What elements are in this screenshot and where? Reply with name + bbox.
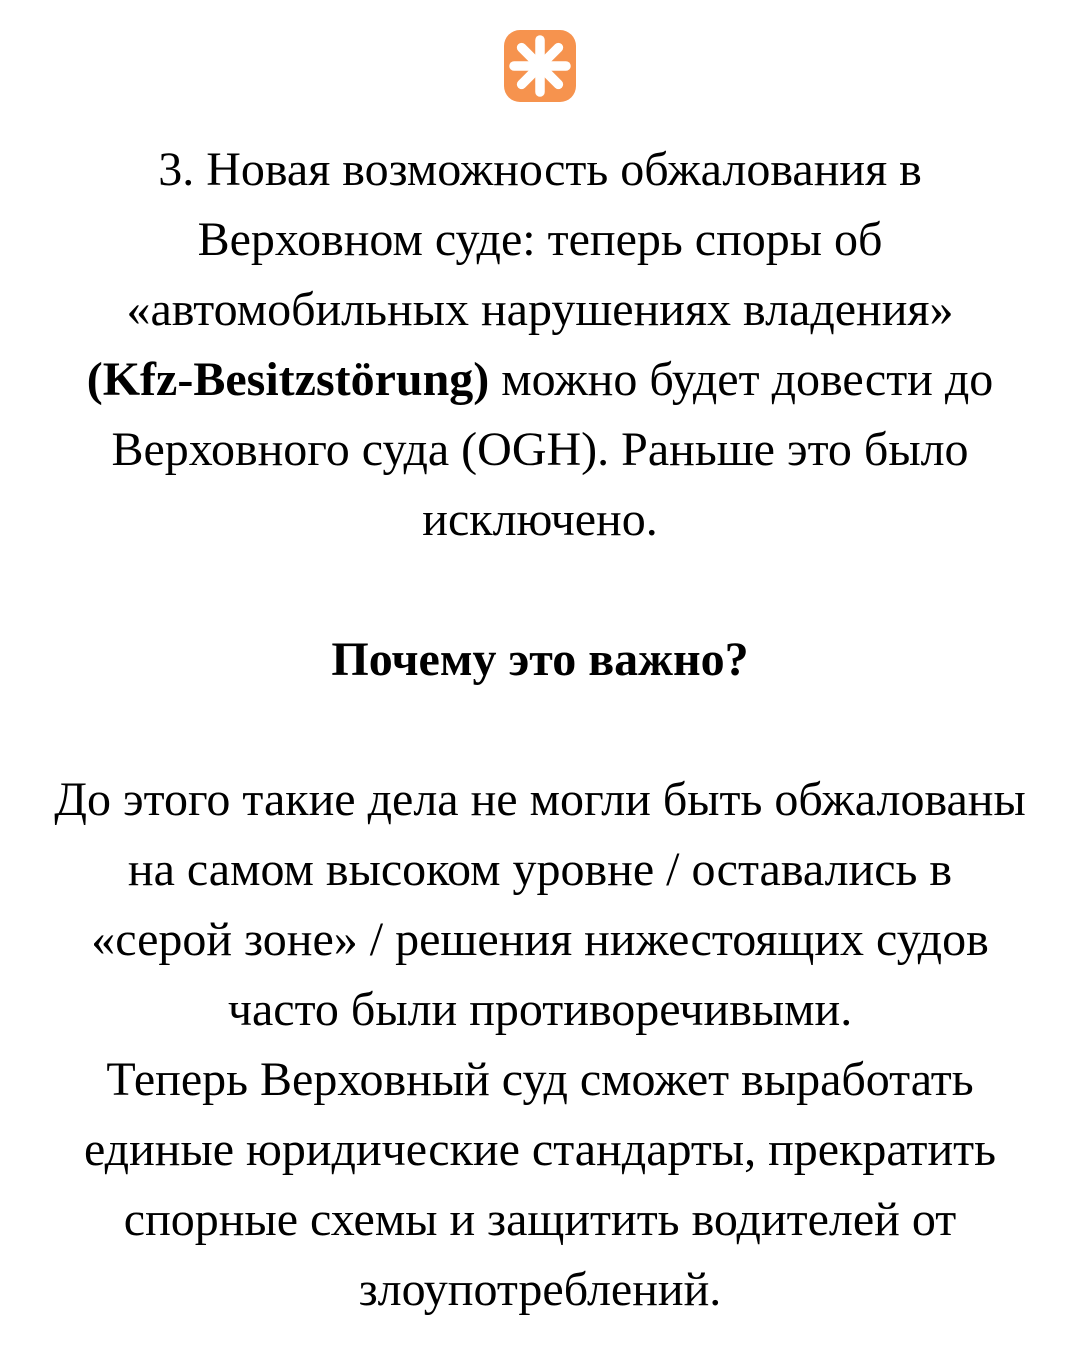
text-segment: злоупотреблений. xyxy=(358,1263,722,1316)
post-page xyxy=(30,0,1050,1325)
text-segment: До этого такие дела не могли быть обжалованы xyxy=(54,773,1026,826)
text-line xyxy=(30,1185,1050,1255)
text-segment: «автомобильных нарушениях владения» xyxy=(126,283,954,336)
body-paragraph xyxy=(30,765,1050,1325)
text-line xyxy=(30,905,1050,975)
text-line xyxy=(30,415,1050,485)
text-segment: Теперь Верховный суд сможет выработать xyxy=(106,1053,974,1106)
icon-row xyxy=(30,0,1050,102)
text-line xyxy=(30,275,1050,345)
text-line xyxy=(30,205,1050,275)
text-segment: спорные схемы и защитить водителей от xyxy=(123,1193,957,1246)
text-segment: исключено. xyxy=(422,493,658,546)
text-segment: на самом высоком уровне / оставались в xyxy=(127,843,953,896)
text-segment: Верховного суда (OGH). Раньше это было xyxy=(111,423,969,476)
text-segment: единые юридические стандарты, прекратить xyxy=(83,1123,997,1176)
text-segment: Верховном суде: теперь споры об xyxy=(197,213,883,266)
text-line xyxy=(30,835,1050,905)
section-heading: Почему это важно? xyxy=(331,633,749,686)
text-line xyxy=(30,765,1050,835)
intro-paragraph xyxy=(30,135,1050,555)
text-segment: часто были противоречивыми. xyxy=(227,983,853,1036)
text-line xyxy=(30,135,1050,205)
text-line xyxy=(30,345,1050,415)
bold-text-segment: (Kfz-Besitzstörung) xyxy=(86,353,490,406)
text-line xyxy=(30,485,1050,555)
text-segment: можно будет довести до xyxy=(489,353,994,406)
text-line xyxy=(30,1115,1050,1185)
eight-spoked-asterisk-icon xyxy=(504,30,576,102)
text-line xyxy=(30,1045,1050,1115)
text-line xyxy=(30,975,1050,1045)
text-segment: 3. Новая возможность обжалования в xyxy=(158,143,922,196)
text-line xyxy=(30,1255,1050,1325)
text-segment: «серой зоне» / решения нижестоящих судов xyxy=(91,913,989,966)
